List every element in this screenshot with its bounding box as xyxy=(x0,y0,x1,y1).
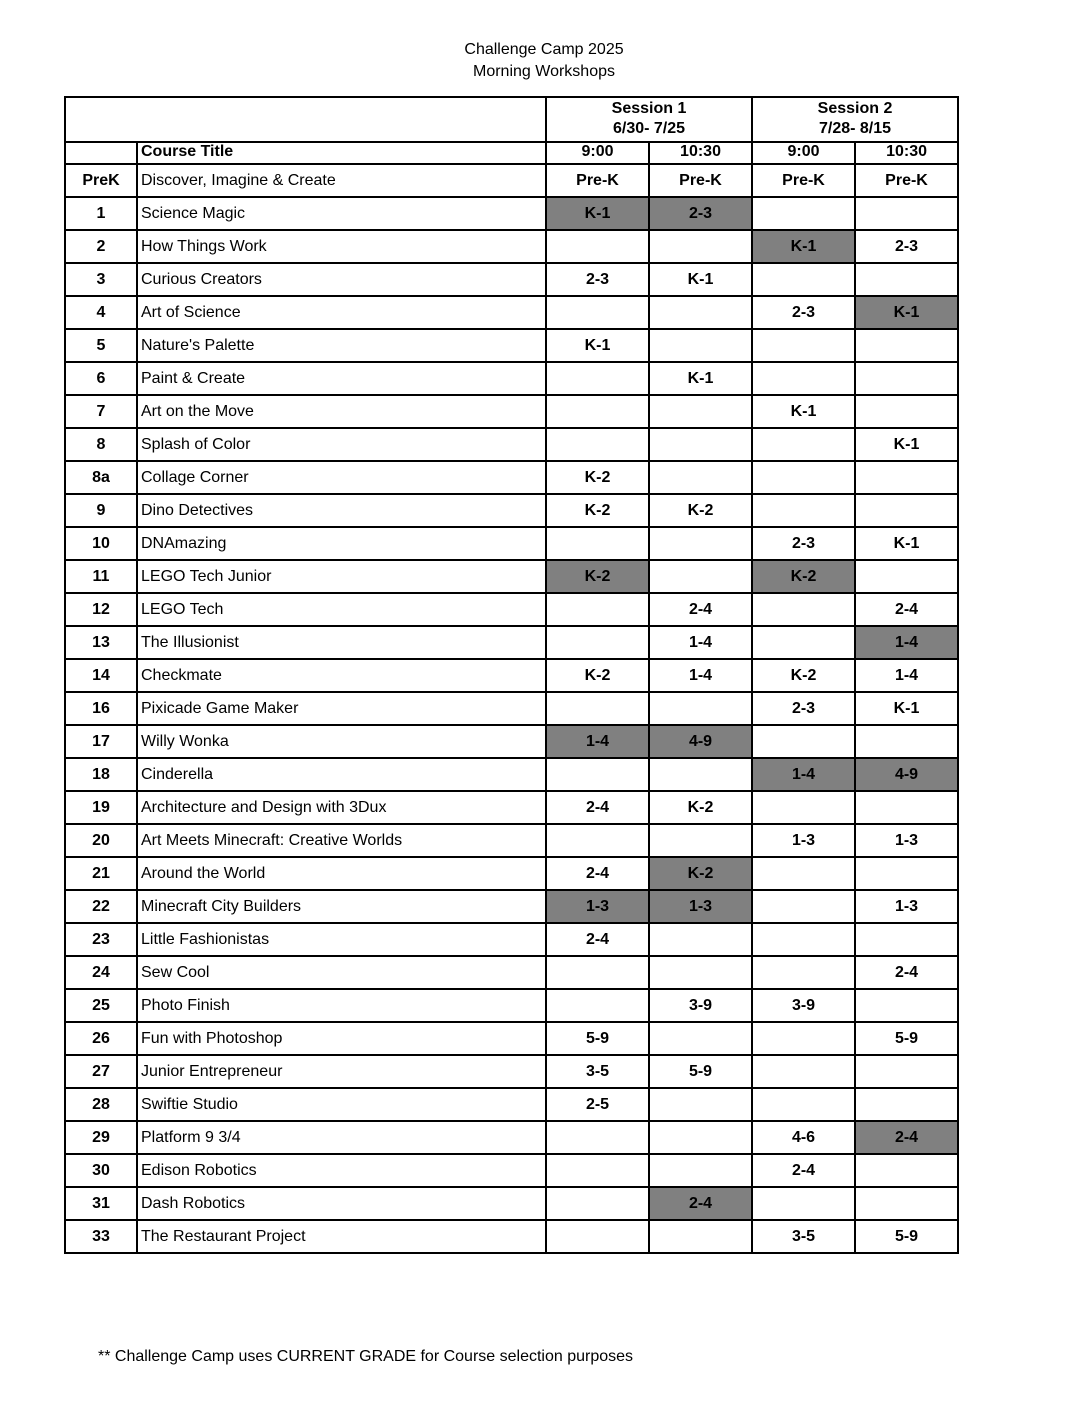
grade-cell-s2-1030 xyxy=(855,1187,958,1220)
course-row xyxy=(65,494,958,527)
grade-cell-s2-900 xyxy=(752,197,855,230)
grade-cell-s1-900: Pre-K xyxy=(546,164,649,197)
grade-cell-s1-900 xyxy=(546,593,649,626)
course-title: Discover, Imagine & Create xyxy=(137,164,546,197)
course-title: Art of Science xyxy=(137,296,546,329)
grade-cell-s2-900 xyxy=(752,461,855,494)
grade-cell-s2-900: 2-3 xyxy=(752,296,855,329)
grade-cell-s2-900 xyxy=(752,956,855,989)
course-number: 30 xyxy=(65,1154,137,1187)
course-row xyxy=(65,1121,958,1154)
course-title: Fun with Photoshop xyxy=(137,1022,546,1055)
course-number: PreK xyxy=(65,164,137,197)
grade-cell-s2-900 xyxy=(752,362,855,395)
course-number: 28 xyxy=(65,1088,137,1121)
time-header-s2-900: 9:00 xyxy=(752,142,855,164)
grade-cell-s1-1030: 2-4 xyxy=(649,593,752,626)
course-row xyxy=(65,164,958,197)
course-number: 12 xyxy=(65,593,137,626)
course-row xyxy=(65,527,958,560)
grade-cell-s2-1030 xyxy=(855,857,958,890)
grade-cell-s1-1030: 1-4 xyxy=(649,626,752,659)
title-line-1: Challenge Camp 2025 xyxy=(464,41,624,58)
course-row xyxy=(65,296,958,329)
grade-cell-s1-1030 xyxy=(649,692,752,725)
grade-cell-s2-1030: 2-4 xyxy=(855,1121,958,1154)
grade-cell-s1-1030 xyxy=(649,923,752,956)
grade-cell-s1-900: 2-5 xyxy=(546,1088,649,1121)
course-title: LEGO Tech xyxy=(137,593,546,626)
grade-cell-s2-900 xyxy=(752,890,855,923)
grade-cell-s2-900 xyxy=(752,791,855,824)
time-header-s2-1030: 10:30 xyxy=(855,142,958,164)
grade-cell-s2-900: 3-9 xyxy=(752,989,855,1022)
grade-cell-s2-1030: K-1 xyxy=(855,296,958,329)
course-number: 5 xyxy=(65,329,137,362)
course-row xyxy=(65,725,958,758)
grade-cell-s2-1030: K-1 xyxy=(855,428,958,461)
grade-cell-s2-1030: 1-4 xyxy=(855,659,958,692)
course-number: 2 xyxy=(65,230,137,263)
grade-cell-s1-900: 2-4 xyxy=(546,857,649,890)
course-row xyxy=(65,659,958,692)
grade-cell-s1-900 xyxy=(546,1121,649,1154)
grade-cell-s2-900: 4-6 xyxy=(752,1121,855,1154)
grade-cell-s1-1030: 2-4 xyxy=(649,1187,752,1220)
course-number: 16 xyxy=(65,692,137,725)
grade-cell-s1-900 xyxy=(546,956,649,989)
grade-cell-s1-1030 xyxy=(649,329,752,362)
grade-cell-s2-900 xyxy=(752,428,855,461)
grade-cell-s2-1030 xyxy=(855,1154,958,1187)
course-number: 8a xyxy=(65,461,137,494)
grade-cell-s2-1030 xyxy=(855,494,958,527)
course-row xyxy=(65,560,958,593)
course-number: 1 xyxy=(65,197,137,230)
course-title: Art Meets Minecraft: Creative Worlds xyxy=(137,824,546,857)
grade-cell-s2-900 xyxy=(752,1022,855,1055)
grade-cell-s2-1030 xyxy=(855,1088,958,1121)
grade-cell-s1-1030 xyxy=(649,1154,752,1187)
course-number: 33 xyxy=(65,1220,137,1253)
course-title: Willy Wonka xyxy=(137,725,546,758)
blank-header-cell xyxy=(65,97,546,142)
course-title: Dino Detectives xyxy=(137,494,546,527)
course-number: 25 xyxy=(65,989,137,1022)
grade-cell-s1-1030: 1-4 xyxy=(649,659,752,692)
grade-cell-s1-900 xyxy=(546,1220,649,1253)
course-number: 20 xyxy=(65,824,137,857)
grade-cell-s2-900 xyxy=(752,494,855,527)
course-number: 27 xyxy=(65,1055,137,1088)
grade-cell-s1-900 xyxy=(546,626,649,659)
course-number: 8 xyxy=(65,428,137,461)
course-row xyxy=(65,956,958,989)
course-title: Pixicade Game Maker xyxy=(137,692,546,725)
grade-cell-s2-900: K-1 xyxy=(752,395,855,428)
footnote: ** Challenge Camp uses CURRENT GRADE for Course selection purposes xyxy=(98,1348,634,1365)
course-number: 24 xyxy=(65,956,137,989)
grade-cell-s1-900 xyxy=(546,1154,649,1187)
course-row xyxy=(65,1055,958,1088)
grade-cell-s2-900: 1-3 xyxy=(752,824,855,857)
course-row xyxy=(65,1187,958,1220)
grade-cell-s1-1030: 2-3 xyxy=(649,197,752,230)
grade-cell-s1-1030 xyxy=(649,824,752,857)
grade-cell-s2-900: 3-5 xyxy=(752,1220,855,1253)
grade-cell-s2-1030 xyxy=(855,461,958,494)
course-number: 7 xyxy=(65,395,137,428)
session-2-header xyxy=(752,97,958,142)
course-number: 3 xyxy=(65,263,137,296)
course-number: 17 xyxy=(65,725,137,758)
course-title: Little Fashionistas xyxy=(137,923,546,956)
course-title: Splash of Color xyxy=(137,428,546,461)
grade-cell-s2-900: 2-3 xyxy=(752,692,855,725)
course-title: Paint & Create xyxy=(137,362,546,395)
grade-cell-s2-1030 xyxy=(855,725,958,758)
course-title: Minecraft City Builders xyxy=(137,890,546,923)
grade-cell-s1-900: K-2 xyxy=(546,494,649,527)
grade-cell-s2-900: Pre-K xyxy=(752,164,855,197)
grade-cell-s2-1030 xyxy=(855,791,958,824)
grade-cell-s1-1030 xyxy=(649,1088,752,1121)
grade-cell-s1-900 xyxy=(546,527,649,560)
grade-cell-s2-1030: K-1 xyxy=(855,527,958,560)
grade-cell-s1-900: 2-3 xyxy=(546,263,649,296)
course-row xyxy=(65,791,958,824)
grade-cell-s2-1030: K-1 xyxy=(855,692,958,725)
course-number: 26 xyxy=(65,1022,137,1055)
title-line-2: Morning Workshops xyxy=(473,63,615,80)
grade-cell-s2-900: K-2 xyxy=(752,560,855,593)
grade-cell-s1-900 xyxy=(546,989,649,1022)
course-row xyxy=(65,758,958,791)
course-title: Architecture and Design with 3Dux xyxy=(137,791,546,824)
grade-cell-s2-900 xyxy=(752,263,855,296)
course-title: Art on the Move xyxy=(137,395,546,428)
grade-cell-s2-1030: 1-4 xyxy=(855,626,958,659)
course-row xyxy=(65,461,958,494)
course-title: Science Magic xyxy=(137,197,546,230)
course-row xyxy=(65,692,958,725)
grade-cell-s2-1030: 4-9 xyxy=(855,758,958,791)
course-row xyxy=(65,890,958,923)
course-number: 19 xyxy=(65,791,137,824)
course-row xyxy=(65,329,958,362)
course-title: DNAmazing xyxy=(137,527,546,560)
grade-cell-s1-900 xyxy=(546,395,649,428)
course-row xyxy=(65,857,958,890)
grade-cell-s2-1030: 5-9 xyxy=(855,1022,958,1055)
grade-cell-s1-900: 5-9 xyxy=(546,1022,649,1055)
grade-cell-s1-900: K-2 xyxy=(546,560,649,593)
course-number: 10 xyxy=(65,527,137,560)
grade-cell-s2-1030: 1-3 xyxy=(855,890,958,923)
course-row xyxy=(65,593,958,626)
time-header-s1-1030: 10:30 xyxy=(649,142,752,164)
course-title: Photo Finish xyxy=(137,989,546,1022)
course-number: 11 xyxy=(65,560,137,593)
grade-cell-s1-900: 3-5 xyxy=(546,1055,649,1088)
grade-cell-s2-900: 2-3 xyxy=(752,527,855,560)
grade-cell-s1-900: 1-3 xyxy=(546,890,649,923)
course-number: 6 xyxy=(65,362,137,395)
grade-cell-s1-1030 xyxy=(649,428,752,461)
course-number: 21 xyxy=(65,857,137,890)
grade-cell-s1-1030 xyxy=(649,230,752,263)
course-title-header: Course Title xyxy=(137,142,546,164)
grade-cell-s1-900: 2-4 xyxy=(546,923,649,956)
course-number: 13 xyxy=(65,626,137,659)
grade-cell-s1-900 xyxy=(546,230,649,263)
course-row xyxy=(65,395,958,428)
grade-cell-s1-900: K-1 xyxy=(546,329,649,362)
grade-cell-s2-900 xyxy=(752,1055,855,1088)
grade-cell-s2-1030 xyxy=(855,362,958,395)
grade-cell-s1-900 xyxy=(546,296,649,329)
course-title: Dash Robotics xyxy=(137,1187,546,1220)
grade-cell-s2-900: K-1 xyxy=(752,230,855,263)
grade-cell-s1-900: K-2 xyxy=(546,659,649,692)
course-number: 23 xyxy=(65,923,137,956)
course-row xyxy=(65,197,958,230)
grade-cell-s1-1030 xyxy=(649,395,752,428)
course-row xyxy=(65,1022,958,1055)
time-header-row xyxy=(65,142,958,164)
course-number: 9 xyxy=(65,494,137,527)
course-row xyxy=(65,362,958,395)
grade-cell-s2-1030 xyxy=(855,395,958,428)
course-title: Junior Entrepreneur xyxy=(137,1055,546,1088)
grade-cell-s2-900: K-2 xyxy=(752,659,855,692)
course-title: Curious Creators xyxy=(137,263,546,296)
grade-cell-s1-900 xyxy=(546,428,649,461)
course-title: LEGO Tech Junior xyxy=(137,560,546,593)
grade-cell-s2-1030 xyxy=(855,329,958,362)
grade-cell-s1-1030: K-1 xyxy=(649,362,752,395)
grade-cell-s1-1030 xyxy=(649,461,752,494)
grade-cell-s1-1030 xyxy=(649,296,752,329)
course-row xyxy=(65,1154,958,1187)
grade-cell-s1-1030: K-2 xyxy=(649,857,752,890)
course-row xyxy=(65,230,958,263)
grade-cell-s1-900: K-2 xyxy=(546,461,649,494)
grade-cell-s1-1030 xyxy=(649,758,752,791)
course-number: 18 xyxy=(65,758,137,791)
grade-cell-s2-1030: Pre-K xyxy=(855,164,958,197)
grade-cell-s1-1030 xyxy=(649,527,752,560)
grade-cell-s2-1030: 2-4 xyxy=(855,956,958,989)
grade-cell-s2-900: 1-4 xyxy=(752,758,855,791)
course-title: Checkmate xyxy=(137,659,546,692)
session-2-name: Session 2 xyxy=(817,100,893,117)
course-title: Platform 9 3/4 xyxy=(137,1121,546,1154)
grade-cell-s2-900 xyxy=(752,1187,855,1220)
course-title: Sew Cool xyxy=(137,956,546,989)
course-row xyxy=(65,824,958,857)
blank-number-header xyxy=(65,142,137,164)
grade-cell-s1-900 xyxy=(546,362,649,395)
session-2-dates: 7/28- 8/15 xyxy=(818,120,892,137)
grade-cell-s2-900 xyxy=(752,725,855,758)
course-title: Swiftie Studio xyxy=(137,1088,546,1121)
grade-cell-s1-1030: 5-9 xyxy=(649,1055,752,1088)
course-title: The Restaurant Project xyxy=(137,1220,546,1253)
course-row xyxy=(65,626,958,659)
course-row xyxy=(65,1088,958,1121)
grade-cell-s2-900 xyxy=(752,923,855,956)
grade-cell-s2-900 xyxy=(752,626,855,659)
grade-cell-s1-900 xyxy=(546,1187,649,1220)
course-number: 22 xyxy=(65,890,137,923)
grade-cell-s2-900 xyxy=(752,593,855,626)
grade-cell-s2-1030: 2-4 xyxy=(855,593,958,626)
session-1-header xyxy=(546,97,752,142)
course-number: 4 xyxy=(65,296,137,329)
session-1-name: Session 1 xyxy=(611,100,687,117)
grade-cell-s2-900 xyxy=(752,857,855,890)
grade-cell-s1-1030 xyxy=(649,1121,752,1154)
course-row xyxy=(65,428,958,461)
grade-cell-s2-1030 xyxy=(855,263,958,296)
course-title: Nature's Palette xyxy=(137,329,546,362)
course-number: 29 xyxy=(65,1121,137,1154)
grade-cell-s2-1030: 1-3 xyxy=(855,824,958,857)
course-title: Cinderella xyxy=(137,758,546,791)
grade-cell-s1-1030: K-2 xyxy=(649,791,752,824)
grade-cell-s1-1030: Pre-K xyxy=(649,164,752,197)
document-title xyxy=(0,39,1088,83)
grade-cell-s1-900: K-1 xyxy=(546,197,649,230)
grade-cell-s2-1030 xyxy=(855,560,958,593)
grade-cell-s2-1030 xyxy=(855,923,958,956)
grade-cell-s2-1030 xyxy=(855,197,958,230)
course-title: How Things Work xyxy=(137,230,546,263)
grade-cell-s1-1030: 4-9 xyxy=(649,725,752,758)
grade-cell-s1-900 xyxy=(546,692,649,725)
course-row xyxy=(65,989,958,1022)
course-title: Edison Robotics xyxy=(137,1154,546,1187)
session-1-dates: 6/30- 7/25 xyxy=(612,120,686,137)
course-row xyxy=(65,923,958,956)
grade-cell-s2-900 xyxy=(752,329,855,362)
course-title: Around the World xyxy=(137,857,546,890)
grade-cell-s1-900 xyxy=(546,758,649,791)
grade-cell-s2-1030: 2-3 xyxy=(855,230,958,263)
grade-cell-s1-900: 2-4 xyxy=(546,791,649,824)
grade-cell-s2-1030 xyxy=(855,1055,958,1088)
course-title: The Illusionist xyxy=(137,626,546,659)
grade-cell-s2-900: 2-4 xyxy=(752,1154,855,1187)
course-row xyxy=(65,263,958,296)
grade-cell-s1-1030: K-2 xyxy=(649,494,752,527)
session-header-row xyxy=(65,97,958,142)
course-row xyxy=(65,1220,958,1253)
grade-cell-s1-1030 xyxy=(649,956,752,989)
grade-cell-s1-1030 xyxy=(649,560,752,593)
course-number: 14 xyxy=(65,659,137,692)
grade-cell-s1-900 xyxy=(546,824,649,857)
course-title: Collage Corner xyxy=(137,461,546,494)
grade-cell-s2-900 xyxy=(752,1088,855,1121)
grade-cell-s1-1030 xyxy=(649,1220,752,1253)
grade-cell-s1-1030: 3-9 xyxy=(649,989,752,1022)
time-header-s1-900: 9:00 xyxy=(546,142,649,164)
grade-cell-s1-1030: K-1 xyxy=(649,263,752,296)
grade-cell-s1-900: 1-4 xyxy=(546,725,649,758)
grade-cell-s2-1030 xyxy=(855,989,958,1022)
schedule-table xyxy=(64,96,959,1254)
grade-cell-s2-1030: 5-9 xyxy=(855,1220,958,1253)
grade-cell-s1-1030 xyxy=(649,1022,752,1055)
course-number: 31 xyxy=(65,1187,137,1220)
grade-cell-s1-1030: 1-3 xyxy=(649,890,752,923)
